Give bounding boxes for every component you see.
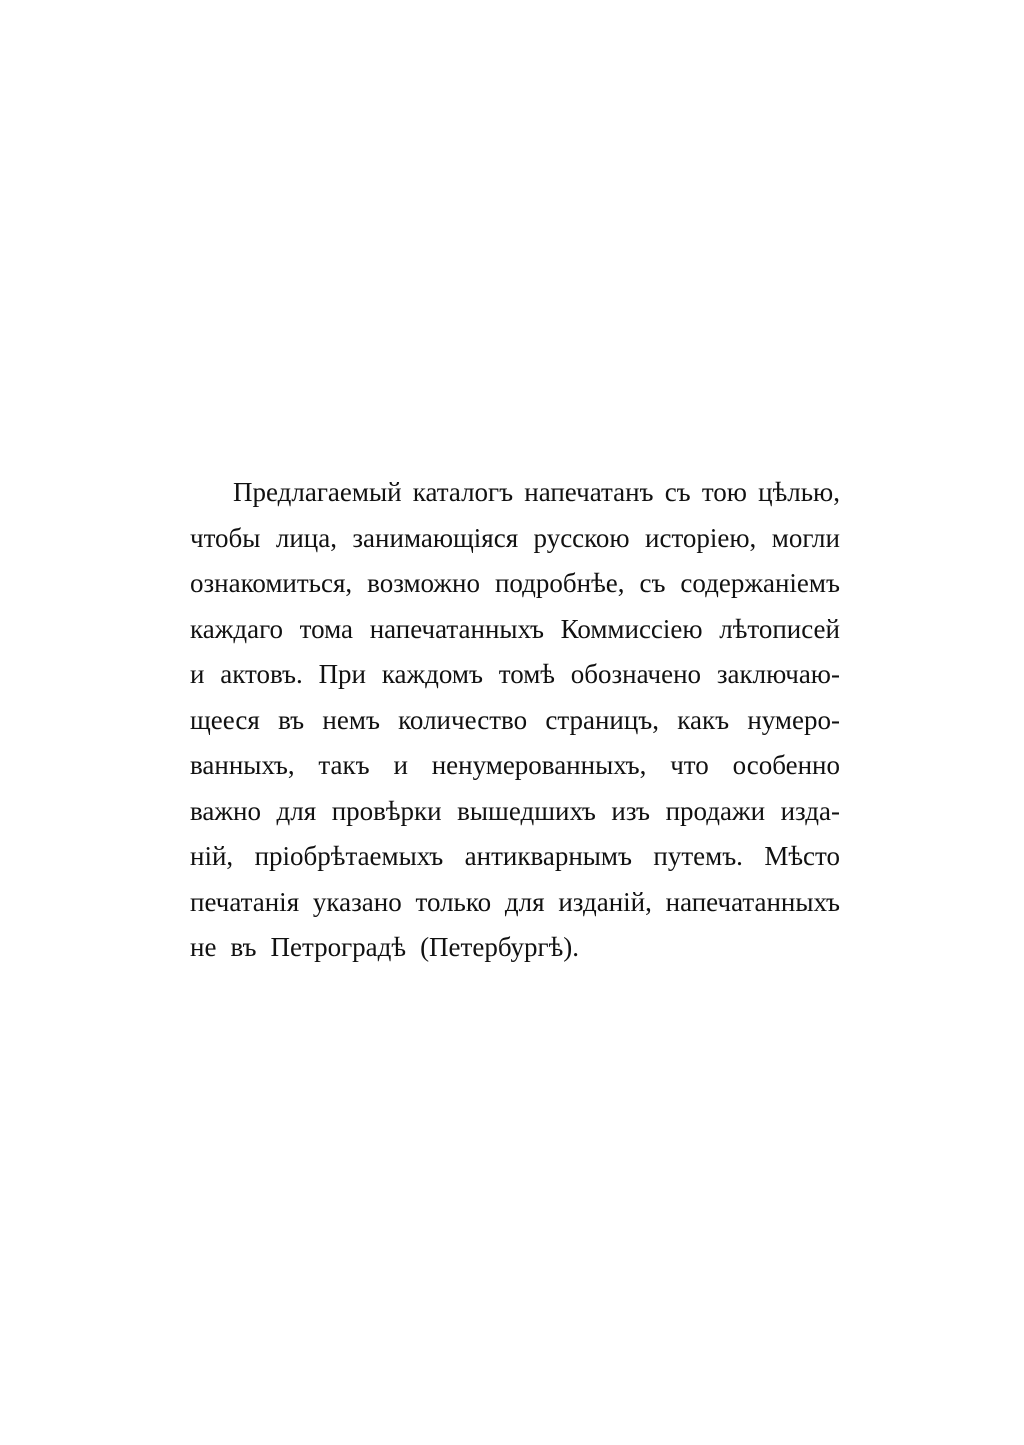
word: Предлагаемый xyxy=(233,477,402,507)
paragraph-line xyxy=(190,561,840,607)
word: количество xyxy=(398,704,528,735)
paragraph-line xyxy=(190,652,840,698)
word: изданій, xyxy=(558,886,652,917)
word: ненумерованныхъ, xyxy=(431,750,647,780)
paragraph-line xyxy=(190,925,840,971)
word: тою xyxy=(701,477,747,507)
word: продажи xyxy=(665,795,766,826)
word: содержаніемъ xyxy=(680,568,840,598)
word: томѣ xyxy=(498,659,555,689)
paragraph-line xyxy=(190,470,840,516)
word: лица, xyxy=(275,522,337,553)
word: каждаго xyxy=(190,613,283,644)
preface-paragraph xyxy=(190,470,840,971)
word: Коммиссіею xyxy=(560,613,703,644)
word: (Петербургѣ). xyxy=(420,932,580,962)
word: исторіею, xyxy=(645,522,757,553)
paragraph-line xyxy=(190,880,840,926)
word: обозначено xyxy=(570,659,702,689)
word: въ xyxy=(230,932,257,962)
word: заключаю- xyxy=(716,659,840,689)
word: нумеро- xyxy=(747,704,840,735)
word: страницъ, xyxy=(545,704,659,735)
word: щееся xyxy=(190,704,260,735)
word: пріобрѣтаемыхъ xyxy=(254,841,444,871)
word: ній, xyxy=(190,841,234,871)
word: не xyxy=(190,932,217,962)
word: важно xyxy=(190,795,261,826)
word: немъ xyxy=(322,704,380,735)
word: особенно xyxy=(732,750,840,780)
word: При xyxy=(318,659,367,689)
word: возможно xyxy=(367,568,480,598)
word: указано xyxy=(312,886,402,917)
word: Мѣсто xyxy=(764,841,840,871)
word: изъ xyxy=(611,795,651,826)
word: могли xyxy=(771,522,840,553)
word: съ xyxy=(639,568,666,598)
word: такъ xyxy=(318,750,370,780)
word: изда- xyxy=(780,795,840,826)
word: цѣлью, xyxy=(758,477,840,507)
word: какъ xyxy=(677,704,730,735)
word: напечатанныхъ xyxy=(369,613,544,644)
word: для xyxy=(504,886,545,917)
word: актовъ. xyxy=(220,659,303,689)
word: что xyxy=(670,750,709,780)
word: каждомъ xyxy=(381,659,483,689)
word: лѣтописей xyxy=(719,613,840,644)
word: провѣрки xyxy=(331,795,442,826)
word: занимающіяся xyxy=(352,522,519,553)
word: ванныхъ, xyxy=(190,750,295,780)
word: печатанія xyxy=(190,886,300,917)
word: съ xyxy=(664,477,691,507)
paragraph-line xyxy=(190,789,840,835)
word: и xyxy=(190,659,205,689)
paragraph-line xyxy=(190,607,840,653)
word: только xyxy=(415,886,492,917)
word: чтобы xyxy=(190,522,261,553)
word: путемъ. xyxy=(653,841,743,871)
word: ознакомиться, xyxy=(190,568,353,598)
word: русскою xyxy=(533,522,630,553)
word: и xyxy=(393,750,408,780)
word: въ xyxy=(278,704,305,735)
paragraph-line xyxy=(190,698,840,744)
word: каталогъ xyxy=(412,477,514,507)
word: напечатанныхъ xyxy=(665,886,840,917)
paragraph-line xyxy=(190,834,840,880)
paragraph-line xyxy=(190,743,840,789)
word: Петроградѣ xyxy=(270,932,407,962)
word: антикварнымъ xyxy=(464,841,632,871)
word: подробнѣе, xyxy=(494,568,625,598)
word: напечатанъ xyxy=(524,477,654,507)
word: для xyxy=(276,795,317,826)
paragraph-line xyxy=(190,516,840,562)
word: тома xyxy=(299,613,353,644)
word: вышедшихъ xyxy=(457,795,596,826)
